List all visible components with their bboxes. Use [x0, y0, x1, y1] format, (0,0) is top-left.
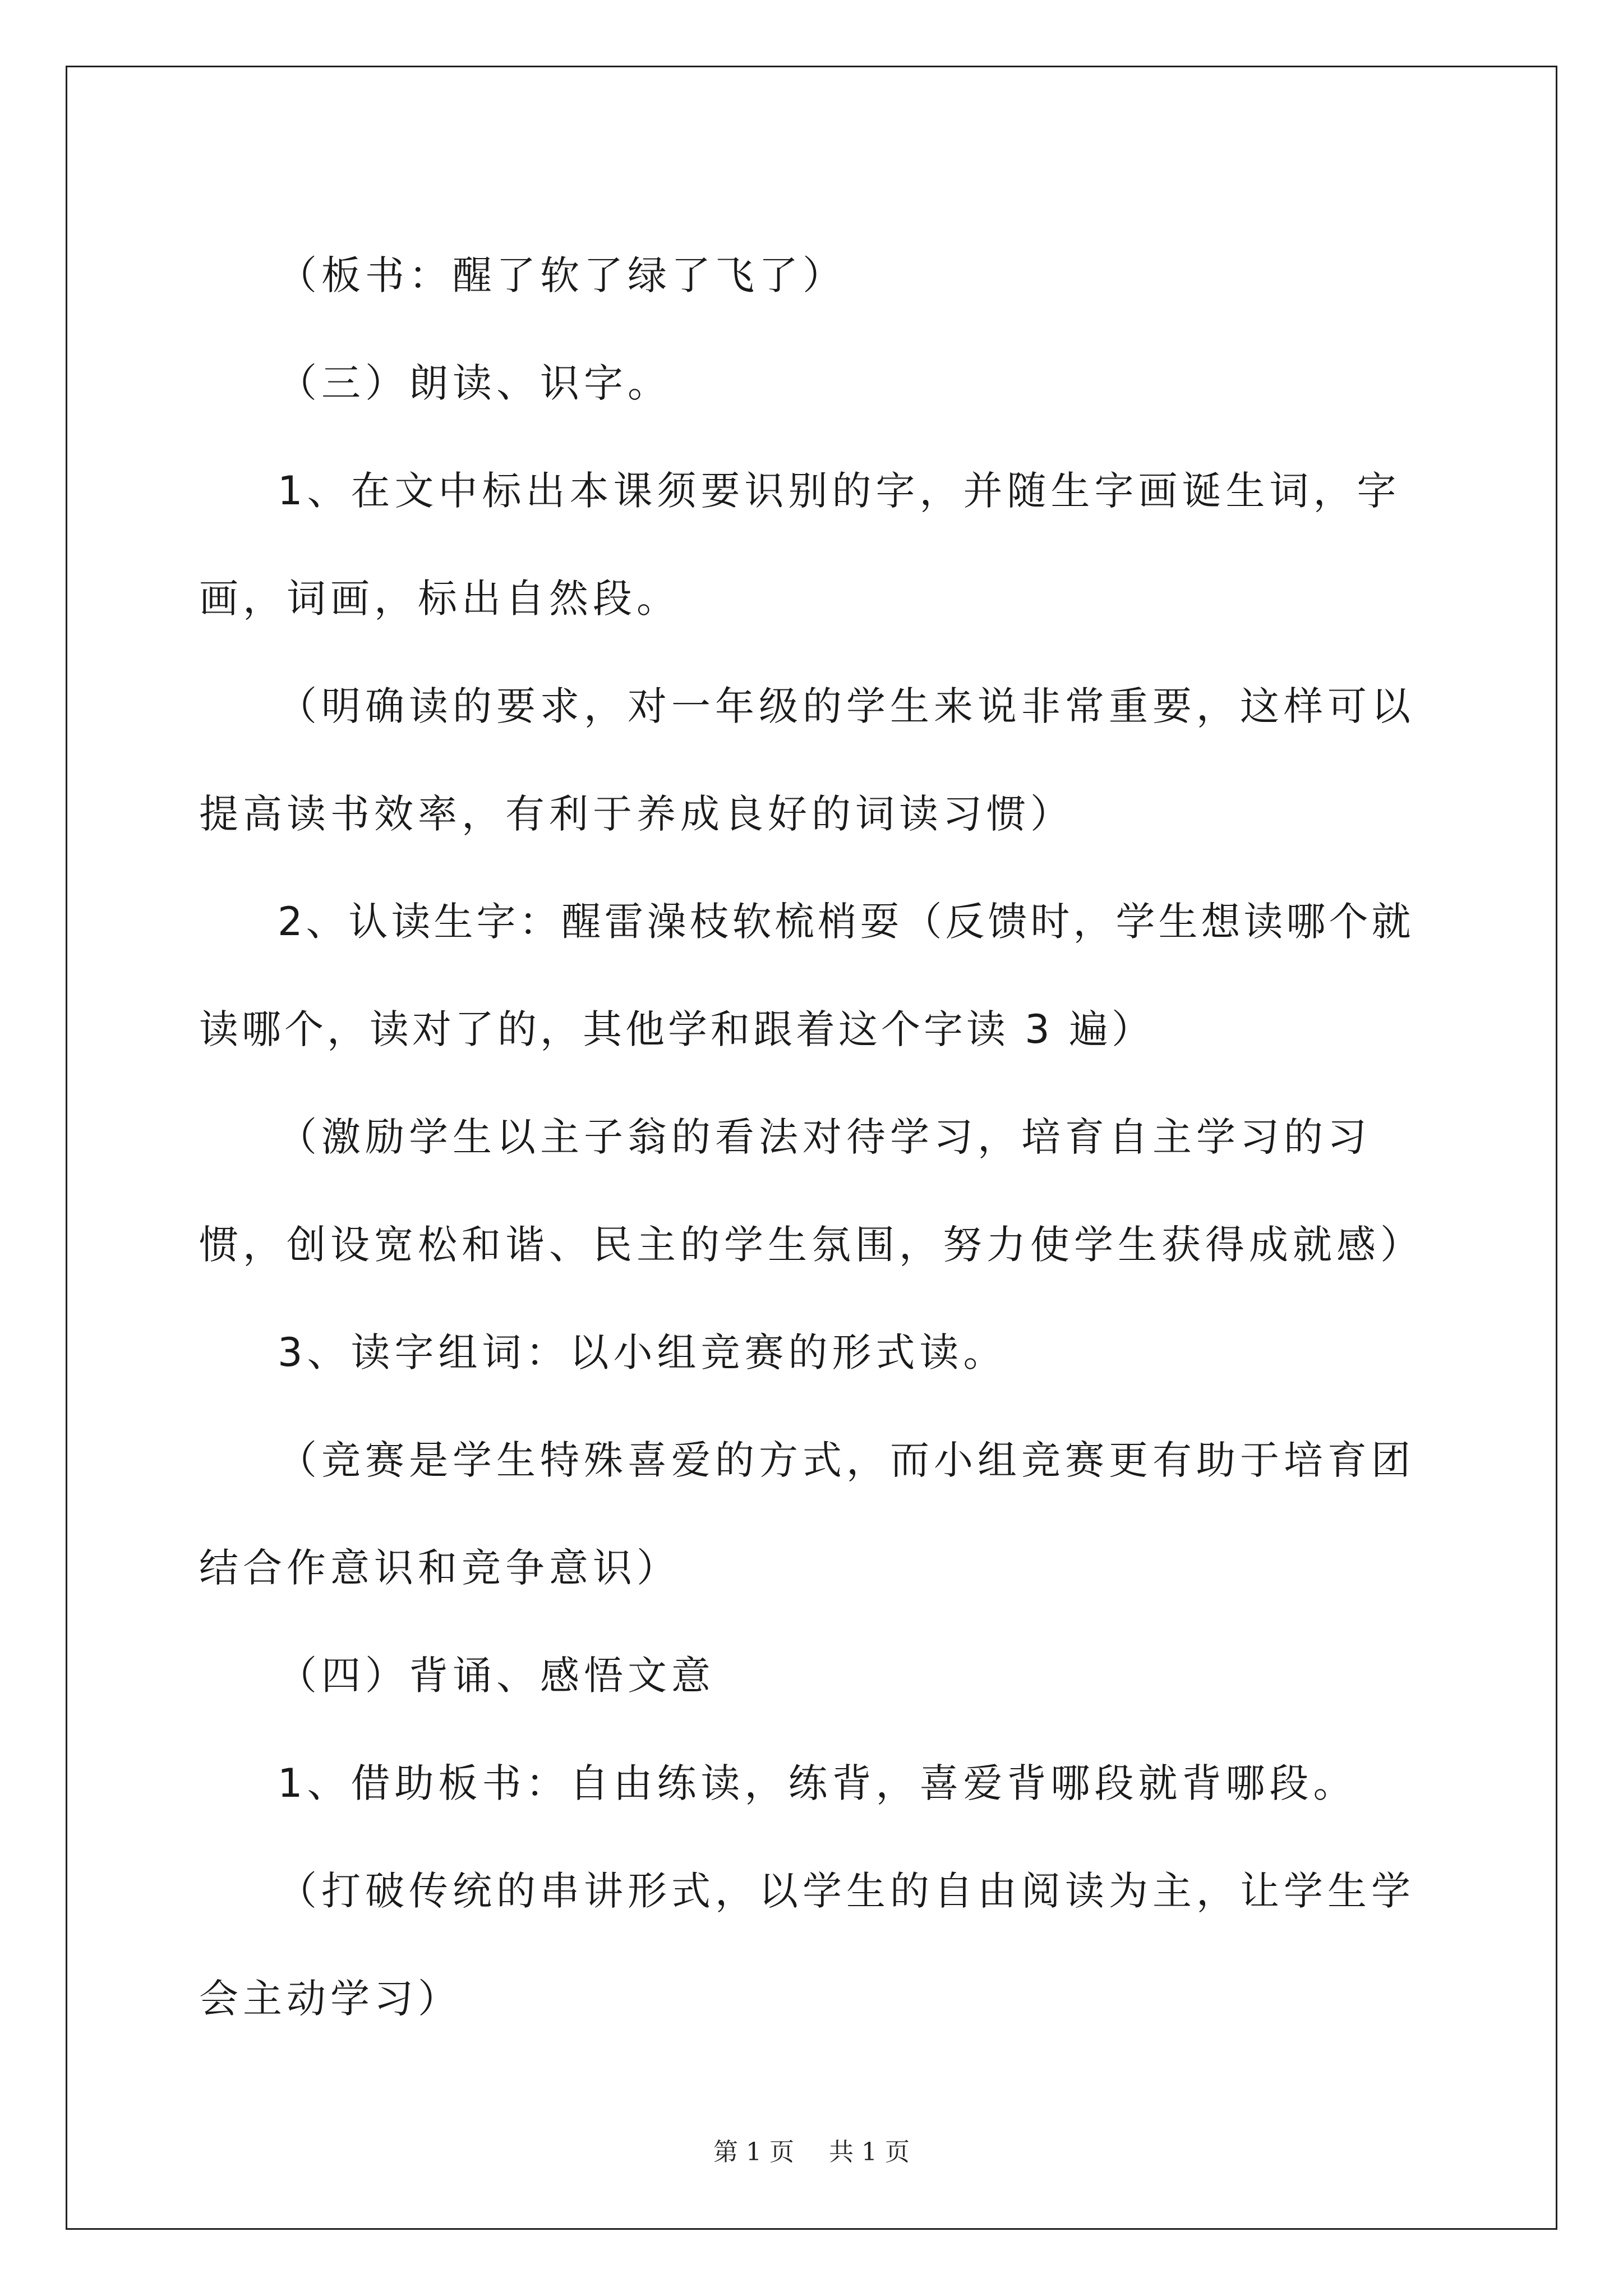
- paragraph: （板书：醒了软了绿了飞了）: [278, 252, 846, 298]
- paragraph: 3、读字组词：以小组竞赛的形式读。: [278, 1329, 1007, 1375]
- page-footer: [0, 2132, 1623, 2168]
- paragraph: 1、借助板书：自由练读，练背，喜爱背哪段就背哪段。: [278, 1760, 1357, 1806]
- page-number: 第 1 页: [713, 2138, 794, 2166]
- page-total: 共 1 页: [829, 2138, 910, 2166]
- paragraph: （竞赛是学生特殊喜爱的方式，而小组竞赛更有助于培育团结合作意识和竞争意识）: [199, 1437, 1415, 1591]
- paragraph: （三）朗读、识字。: [278, 360, 671, 406]
- paragraph: 1、在文中标出本课须要识别的字，并随生字画诞生词，字画，词画，标出自然段。: [199, 468, 1401, 622]
- paragraph: （打破传统的串讲形式，以学生的自由阅读为主，让学生学会主动学习）: [199, 1868, 1415, 2022]
- paragraph: （明确读的要求，对一年级的学生来说非常重要，这样可以提高读书效率，有利于养成良好的词读习惯）: [199, 683, 1415, 837]
- document-body: [199, 222, 1427, 2053]
- paragraph: 2、认读生字：醒雷澡枝软梳梢耍（反馈时，学生想读哪个就读哪个，读对了的，其他学和跟着这个字读 3 遍）: [199, 899, 1414, 1052]
- paragraph: （四）背诵、感悟文意: [278, 1653, 715, 1699]
- paragraph: （激励学生以主子翁的看法对待学习，培育自主学习的习惯，创设宽松和谐、民主的学生氛围，努力使学生获得成就感）: [199, 1114, 1424, 1268]
